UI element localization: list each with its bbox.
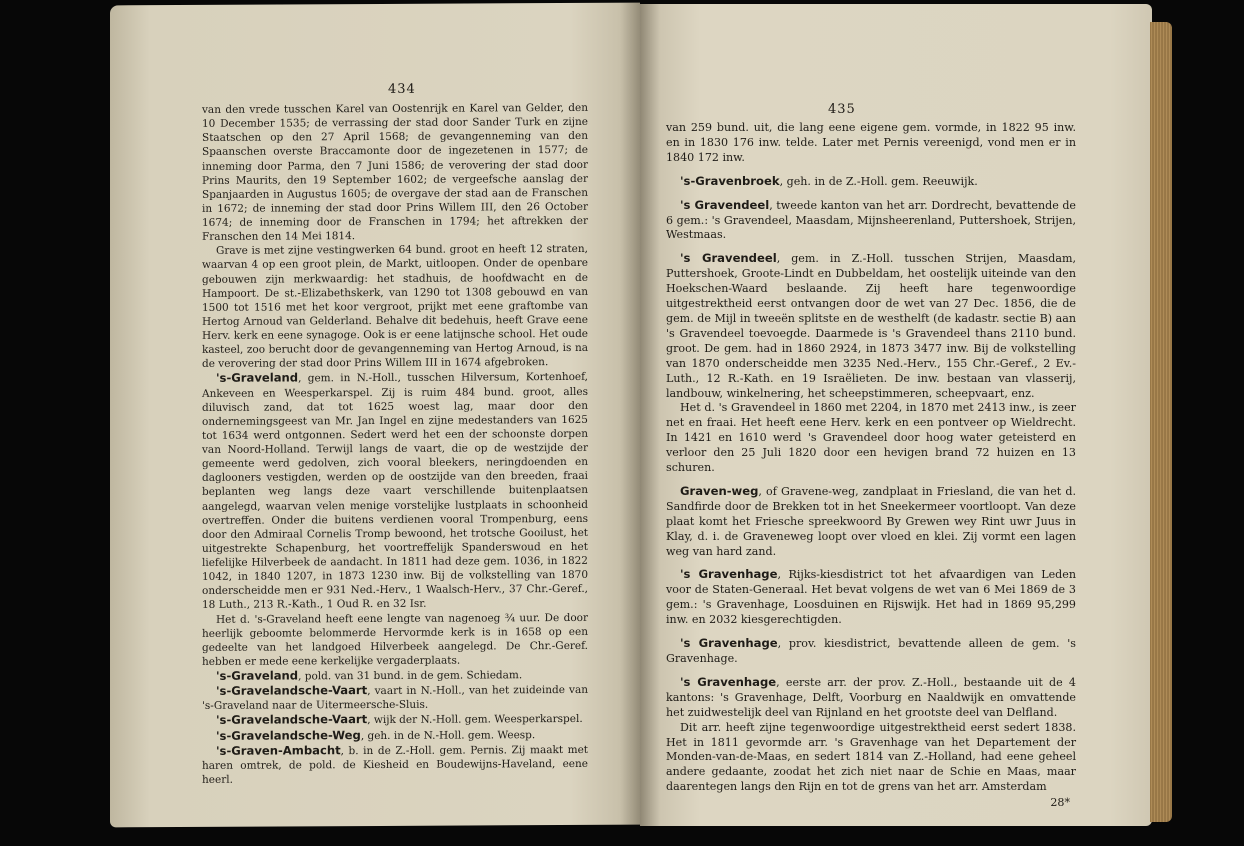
entry-text: , gem. in N.-Holl., tusschen Hilversum, Kortenhoef, Ankeveen en Weesperkarspel. Zij is ruim 484 bund. groot, alles diluvisch zand, dat tot 1625 woest lag, maar door den ondernemingsgeest van Mr. Jan Ingel en zijne medestanders van 1625 tot 1634 werd ontgonnen. Sedert werd het een der schoonste dorpen van Noord-Holland. Terwijl langs de vaart, die op de westzijde der gemeente werd gedolven, zich vooral bleekers, neringdoenden en daglooners vestigden, werden op de oostzijde van den breeden, fraai beplanten weg langs deze vaart verschillende buitenplaatsen aangelegd, waarvan velen menige vorstelijke lustplaats in schoonheid overtreffen. Onder die buitens verdienen vooral Trompenburg, eens door den Admiraal Cornelis Tromp bewoond, het trotsche Gooilust, het uitgestrekte Schapenburg, het voortreffelijk Spanderswoud en het liefelijke Hilverbeek de aandacht. In 1811 had deze gem. 1036, in 1822 1042, in 1840 1207, in 1873 1230 inw. Bij de volkstelling van 1870 onderscheidde men er 931 Ned.-Herv., 1 Waalsch-Herv., 37 Chr.-Geref., 18 Luth., 213 R.-Kath., 1 Oud R. en 32 Isr. [202,371,588,612]
body-text: Grave is met zijne vestingwerken 64 bund. groot en heeft 12 straten, waarvan 4 op een groot plein, de Markt, uitloopen. Onder de openbare gebouwen zijn merkwaardig: het stadhuis, de hoofdwacht en de Hampoort. De st.-Elizabethskerk, van 1290 tot 1308 gebouwd en van 1500 tot 1516 met het koor vergroot, prijkt met eene graftombe van Hertog Arnoud van Gelderland. Behalve dit bedehuis, heeft Grave eene Herv. kerk en eene synagoge. Ook is er eene latijnsche school. Het oude kasteel, zoo berucht door de gevangenneming van Hertog Arnoud, is na de verovering der stad door Prins Willem III in 1674 afgebroken. [202,243,588,371]
page-number-left: 434 [388,81,416,97]
paragraph [666,121,1076,166]
paragraph [202,610,588,669]
headword: 's-Gravenbroek [680,173,780,188]
headword: 's-Gravelandsche-Weg [216,727,361,743]
dictionary-entry [202,711,588,728]
entry-text: , geh. in de Z.-Holl. gem. Reeuwijk. [779,174,978,188]
entry-text: , of Gravene-weg, zandplaat in Friesland, die van het d. Sandfirde door de Brekken tot in het Sneekermeer voortloopt. Van deze plaat komt het Friesche spreekwoord By Grewen wey Rint uwr Juus in Klay, d. i. de Graveneweg loopt over vloed en klei. Zij vormt een lagen weg van hard zand. [666,484,1076,558]
headword: 's Gravendeel [680,251,777,266]
dictionary-entry [666,567,1076,628]
entry-text: , geh. in de N.-Holl. gem. Weesp. [360,728,536,742]
paragraph [666,721,1076,796]
dictionary-entry [202,682,588,713]
right-page-text [666,121,1076,811]
entry-text: , prov. kiesdistrict, bevattende alleen de gem. 's Gravenhage. [666,637,1076,665]
open-book [110,4,1170,844]
headword: 's Gravenhage [680,636,778,651]
dictionary-entry [666,675,1076,721]
entry-text: , gem. in Z.-Holl. tusschen Strijen, Maasdam, Puttershoek, Groote-Lindt en Dubbeldam, het oostelijk uiteinde van den Hoekschen-Waard beslaande. Zij heeft hare tegenwoordige uitgestrektheid eerst ontvangen door de wet van 27 Dec. 1856, die de gem. de Mijl in tweeën splitste en de westhelft (de kadastr. sectie B) aan 's Gravendeel toevoegde. Daarmede is 's Gravendeel thans 2110 bund. groot. De gem. had in 1860 2924, in 1873 3477 inw. Bij de volkstelling van 1870 onderscheidde men 3235 Ned.-Herv., 155 Chr.-Geref., 2 Ev.-Luth., 12 R.-Kath. en 19 Israëlieten. De inw. bestaan van vlasserij, landbouw, winkelnering, het scheepstimmeren, scheepvaart, enz. [666,252,1076,400]
headword: 's-Gravelandsche-Vaart [216,683,368,698]
dictionary-entry [202,369,588,612]
dictionary-entry [202,726,588,743]
dictionary-entry [666,174,1076,190]
entry-text: , eerste arr. der prov. Z.-Holl., bestaande uit de 4 kantons: 's Gravenhage, Delft, Voorburg en Naaldwijk en omvattende het zuidwestelijk deel van Rijnland en het grootste deel van Delfland. [666,675,1076,719]
paragraph [202,242,588,371]
dictionary-entry [666,198,1076,244]
body-text: Het d. 's-Graveland heeft eene lengte van nagenoeg ¾ uur. De door heerlijk geboomte belommerde Hervormde kerk is in 1658 op een gedeelte van het landgoed Hilverbeek aangelegd. De Chr.-Geref. hebben er mede eene kerkelijke vergaderplaats. [202,611,588,668]
entry-text: , Rijks-kiesdistrict tot het afvaardigen van Leden voor de Staten-Generaal. Het bevat volgens de wet van 6 Mei 1869 de 3 gem.: 's Gravenhage, Loosduinen en Rijswijk. Het had in 1869 95,299 inw. en 2032 kiesgerechtigden. [666,568,1076,627]
signature-mark: 28* [1050,796,1070,810]
headword: 's-Graveland [216,668,299,683]
left-page-text [202,101,588,787]
headword: 's Gravendeel [680,197,770,212]
entry-text: , tweede kanton van het arr. Dordrecht, bevattende de 6 gem.: 's Gravendeel, Maasdam, Mijnsheerenland, Puttershoek, Strijen, Westmaas. [666,198,1077,242]
entry-text: , b. in de Z.-Holl. gem. Pernis. Zij maakt met haren omtrek, de pold. de Kiesheid en Boudewijns-Haveland, eene heerl. [202,743,588,786]
headword: 's-Graven-Ambacht [216,742,341,758]
paragraph [666,401,1076,476]
headword: Graven-weg [680,483,759,498]
left-page [110,3,640,828]
dictionary-entry [666,484,1076,560]
headword: 's-Graveland [216,370,299,386]
entry-text: , wijk der N.-Holl. gem. Weesperkarspel. [367,713,583,727]
body-text: van den vrede tusschen Karel van Oostenrijk en Karel van Gelder, den 10 December 1535; de verrassing der stad door Sander Turk en zijne Staatschen op den 27 April 1568; de gevangenneming van den Spaanschen overste Braccamonte door de ingezetenen in 1577; de inneming door Parma, den 7 Juni 1586; de verovering der stad door Prins Maurits, den 19 September 1602; de vergeefsche aanslag der Spanjaarden in Augustus 1605; de overgave der stad aan de Franschen in 1672; de inneming der stad door Prins Willem III, den 26 October 1674; de inneming door de Franschen in 1794; het aftrekken der Franschen den 14 Mei 1814. [202,101,588,244]
page-number-right: 435 [828,102,856,117]
headword: 's-Gravelandsche-Vaart [216,712,368,728]
body-text: Het d. 's Gravendeel in 1860 met 2204, in 1870 met 2413 inw., is zeer net en fraai. Het heeft eene Herv. kerk en een pontveer op Wieldrecht. In 1421 en 1610 werd 's Gravendeel door hoog water geteisterd en verloor den 25 Juli 1820 door een hevigen brand 72 huizen en 13 schuren. [666,401,1076,475]
entry-text: , pold. van 31 bund. in de gem. Schiedam. [298,669,523,683]
body-text: Dit arr. heeft zijne tegenwoordige uitgestrektheid eerst sedert 1838. Het in 1811 gevormde arr. 's Gravenhage van het Departement der Monden-van-de-Maas, en sedert 1814 van Z.-Holland, had eene geheel andere gedaante, zoodat het zich niet naar de Schie en Maas, maar daarentegen langs den Rijn en tot de grens van het arr. Amsterdam [666,720,1076,794]
headword: 's Gravenhage [680,567,778,582]
body-text: van 259 bund. uit, die lang eene eigene gem. vormde, in 1822 95 inw. en in 1830 176 inw. telde. Later met Pernis vereenigd, vond men er in 1840 172 inw. [666,121,1076,164]
right-page [640,4,1152,826]
dictionary-entry [202,742,588,787]
page-edges [1150,22,1172,822]
paragraph [202,101,588,244]
dictionary-entry [666,251,1076,401]
headword: 's Gravenhage [680,674,777,689]
dictionary-entry [666,636,1076,667]
entry-text: , vaart in N.-Holl., van het zuideinde van 's-Graveland naar de Uitermeersche-Sluis. [202,684,588,713]
